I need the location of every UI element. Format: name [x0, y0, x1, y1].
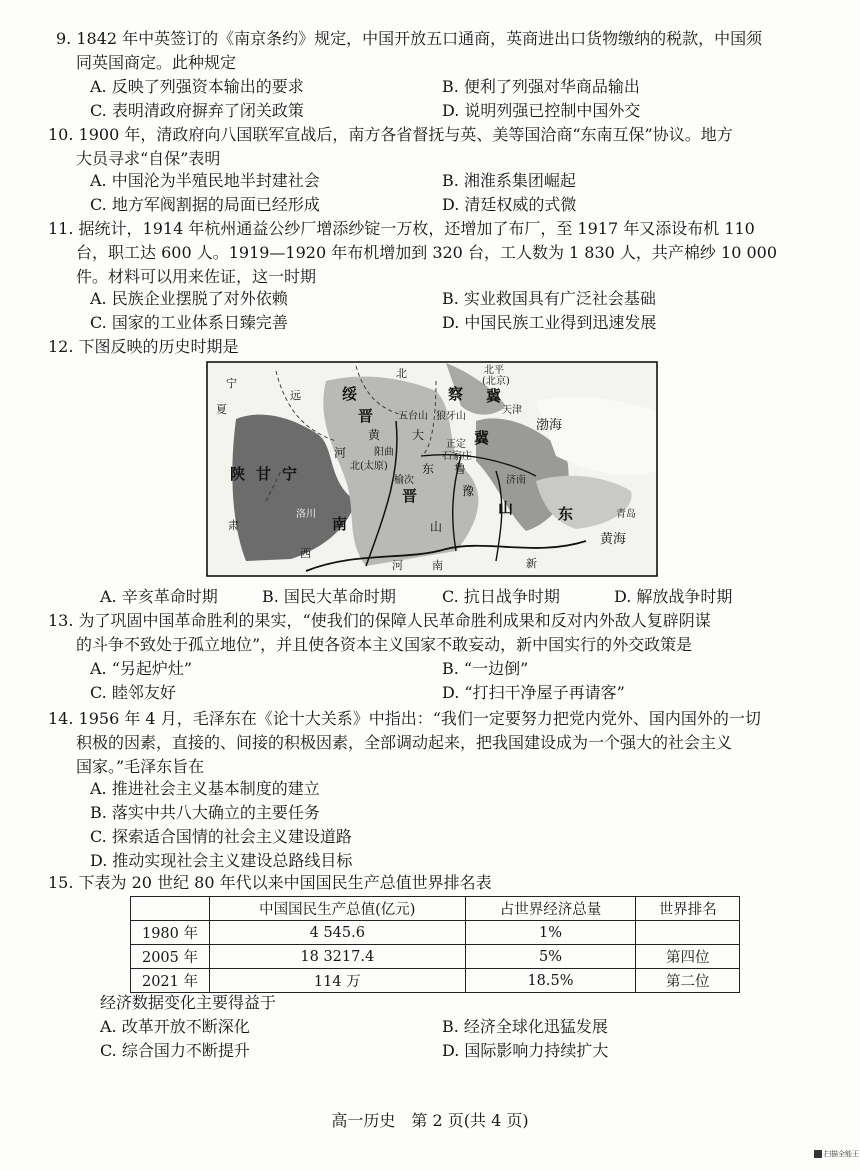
- map-label-huang: 黄: [368, 428, 381, 442]
- map-label-xia: 夏: [216, 403, 227, 416]
- q10-option-b[interactable]: B. 湘淮系集团崛起: [442, 171, 576, 190]
- q14-option-d[interactable]: D. 推动实现社会主义建设总路线目标: [90, 851, 353, 870]
- map-label-shan: 陕: [230, 465, 246, 483]
- scanner-logo-icon: [814, 1150, 822, 1158]
- map-label-ning2: 宁: [282, 465, 298, 483]
- q13-option-b[interactable]: B. “一边倒”: [442, 659, 529, 678]
- map-label-beitaiyuan: 北(太原): [350, 461, 388, 472]
- map-label-lu: 鲁: [454, 462, 467, 476]
- q11-stem-line3: 件。材料可以用来佐证，这一时期: [76, 267, 317, 286]
- map-label-gan: 甘: [256, 465, 272, 483]
- table-cell: 1980 年: [131, 921, 210, 945]
- table-header-rank: 世界排名: [636, 897, 740, 921]
- map-label-beiping: 北平: [484, 365, 504, 376]
- map-label-xi: 西: [300, 547, 311, 560]
- q12-option-c[interactable]: C. 抗日战争时期: [442, 587, 560, 606]
- map-label-yuci: 榆次: [394, 475, 414, 486]
- table-cell: [636, 921, 740, 945]
- map-label-da: 大: [412, 428, 425, 442]
- q15-option-c[interactable]: C. 综合国力不断提升: [100, 1041, 250, 1060]
- q15-option-a[interactable]: A. 改革开放不断深化: [100, 1017, 250, 1036]
- map-label-shandong-dong: 东: [558, 505, 574, 523]
- map-label-luochuan: 洛川: [296, 509, 316, 520]
- table-row: [131, 921, 740, 945]
- q9-option-a[interactable]: A. 反映了列强资本输出的要求: [90, 77, 304, 96]
- q15-stem: 15. 下表为 20 世纪 80 年代以来中国国民生产总值世界排名表: [48, 873, 492, 892]
- q13-stem-line2: 的斗争不致处于孤立地位”，并且使各资本主义国家不敢妄动，新中国实行的外交政策是: [76, 635, 693, 654]
- map-label-shan2: 山: [430, 520, 443, 534]
- q10-stem-line1: 10. 1900 年，清政府向八国联军宣战后，南方各省督抚与英、美等国洽商“东南互保”协议。地方: [48, 125, 733, 144]
- table-header-share: 占世界经济总量: [465, 897, 636, 921]
- q12-option-a[interactable]: A. 辛亥革命时期: [100, 587, 218, 606]
- table-header-row: [131, 897, 740, 921]
- q11-stem-line2: 台，职工达 600 人。1919—1920 年布机增加到 320 台，工人数为 1 830 人，共产棉纱 10 000: [76, 243, 777, 262]
- q10-stem-line2: 大员寻求“自保”表明: [76, 149, 221, 168]
- table-cell: 2005 年: [131, 945, 210, 969]
- map-label-he: 河: [334, 446, 347, 460]
- q9-stem-line2: 同英国商定。此种规定: [76, 53, 237, 72]
- map-label-shandong-shan: 山: [498, 499, 514, 517]
- scanner-watermark: [814, 1150, 859, 1158]
- q9-option-c[interactable]: C. 表明清政府摒弃了闭关政策: [90, 101, 304, 120]
- map-label-yangqu: 阳曲: [374, 447, 394, 458]
- table-cell: 第四位: [636, 945, 740, 969]
- q12-stem: 12. 下图反映的历史时期是: [48, 337, 239, 356]
- map-label-jin2: 晋: [402, 487, 418, 505]
- map-label-sui: 绥: [342, 385, 358, 403]
- map-label-nan2: 南: [432, 559, 443, 572]
- map-label-dong: 东: [422, 462, 435, 476]
- q14-option-b[interactable]: B. 落实中共八大确立的主要任务: [90, 803, 320, 822]
- q13-option-c[interactable]: C. 睦邻友好: [90, 683, 176, 702]
- map-label-ning: 宁: [226, 377, 237, 390]
- q14-option-a[interactable]: A. 推进社会主义基本制度的建立: [90, 779, 320, 798]
- map-label-nan: 南: [332, 515, 348, 533]
- q14-stem-line2: 积极的因素，直接的、间接的积极因素，全部调动起来，把我国建设成为一个强大的社会主义: [76, 733, 733, 752]
- table-header-year: [131, 897, 210, 921]
- table-row: [131, 969, 740, 993]
- map-label-xin: 新: [526, 557, 537, 570]
- map-label-langyashan: 狼牙山: [436, 411, 466, 422]
- q11-stem-line1: 11. 据统计，1914 年杭州通益公纱厂增添纱锭一万枚，还增加了布厂，至 1917 年又添设布机 110: [48, 219, 755, 238]
- map-label-beijing: (北京): [482, 376, 510, 387]
- table-cell: 2021 年: [131, 969, 210, 993]
- map-label-bei: 北: [396, 367, 407, 380]
- q9-stem-line1: 9. 1842 年中英签订的《南京条约》规定，中国开放五口通商，英商进出口货物缴纳的税款，中国须: [56, 29, 763, 48]
- q10-option-a[interactable]: A. 中国沦为半殖民地半封建社会: [90, 171, 320, 190]
- page-footer: 高一历史 第 2 页(共 4 页): [331, 1111, 529, 1130]
- map-label-ji2: 冀: [474, 429, 490, 447]
- q11-option-a[interactable]: A. 民族企业摆脱了对外依赖: [90, 289, 288, 308]
- map-label-shijiazhuang: 石家庄: [442, 451, 472, 462]
- q9-option-b[interactable]: B. 便利了列强对华商品输出: [442, 77, 640, 96]
- q15-option-b[interactable]: B. 经济全球化迅猛发展: [442, 1017, 608, 1036]
- table-header-gnp: 中国国民生产总值(亿元): [210, 897, 466, 921]
- q14-stem-line3: 国家。”毛泽东旨在: [76, 757, 205, 776]
- table-cell: 18 3217.4: [210, 945, 466, 969]
- scanner-watermark-text: 扫描全能王: [824, 1150, 859, 1158]
- q9-option-d[interactable]: D. 说明列强已控制中国外交: [442, 101, 641, 120]
- table-cell: 18.5%: [465, 969, 636, 993]
- q15-stem-line2: 经济数据变化主要得益于: [100, 993, 277, 1012]
- q13-option-d[interactable]: D. “打扫干净屋子再请客”: [442, 683, 625, 702]
- map-label-he2: 河: [392, 559, 403, 572]
- table-cell: 4 545.6: [210, 921, 466, 945]
- gnp-ranking-table: [130, 896, 740, 993]
- map-label-yu: 豫: [462, 484, 475, 498]
- map-label-ji: 冀: [486, 387, 502, 405]
- q13-stem-line1: 13. 为了巩固中国革命胜利的果实，“使我们的保障人民革命胜利成果和反对内外敌人复辟阴谋: [48, 611, 711, 630]
- q12-option-d[interactable]: D. 解放战争时期: [614, 587, 733, 606]
- table-cell: 第二位: [636, 969, 740, 993]
- map-label-zhengding: 正定: [446, 439, 466, 450]
- q10-option-d[interactable]: D. 清廷权威的式微: [442, 195, 577, 214]
- map-label-yuan: 远: [290, 389, 301, 402]
- q11-option-c[interactable]: C. 国家的工业体系日臻完善: [90, 313, 288, 332]
- q14-stem-line1: 14. 1956 年 4 月，毛泽东在《论十大关系》中指出：“我们一定要努力把党内党外、国内国外的一切: [48, 709, 761, 728]
- q12-option-b[interactable]: B. 国民大革命时期: [262, 587, 396, 606]
- map-label-wutaishan: 五台山: [398, 411, 428, 422]
- q11-option-b[interactable]: B. 实业救国具有广泛社会基础: [442, 289, 656, 308]
- map-label-cha: 察: [448, 385, 464, 403]
- q10-option-c[interactable]: C. 地方军阀割据的局面已经形成: [90, 195, 320, 214]
- map-label-qingdao: 青岛: [616, 509, 636, 520]
- map-label-jin: 晋: [358, 407, 374, 425]
- map-label-tianjin: 天津: [502, 405, 522, 416]
- q15-option-d[interactable]: D. 国际影响力持续扩大: [442, 1041, 609, 1060]
- q13-option-a[interactable]: A. “另起炉灶”: [90, 659, 193, 678]
- table-cell: 114 万: [210, 969, 466, 993]
- north-china-map: [206, 361, 658, 577]
- map-label-huanghai: 黄海: [600, 532, 627, 547]
- q11-option-d[interactable]: D. 中国民族工业得到迅速发展: [442, 313, 657, 332]
- map-label-bohai: 渤海: [536, 418, 563, 433]
- map-label-jinan: 济南: [506, 475, 526, 486]
- map-label-su: 肃: [228, 519, 239, 532]
- q14-option-c[interactable]: C. 探索适合国情的社会主义建设道路: [90, 827, 352, 846]
- table-cell: 5%: [465, 945, 636, 969]
- table-cell: 1%: [465, 921, 636, 945]
- table-row: [131, 945, 740, 969]
